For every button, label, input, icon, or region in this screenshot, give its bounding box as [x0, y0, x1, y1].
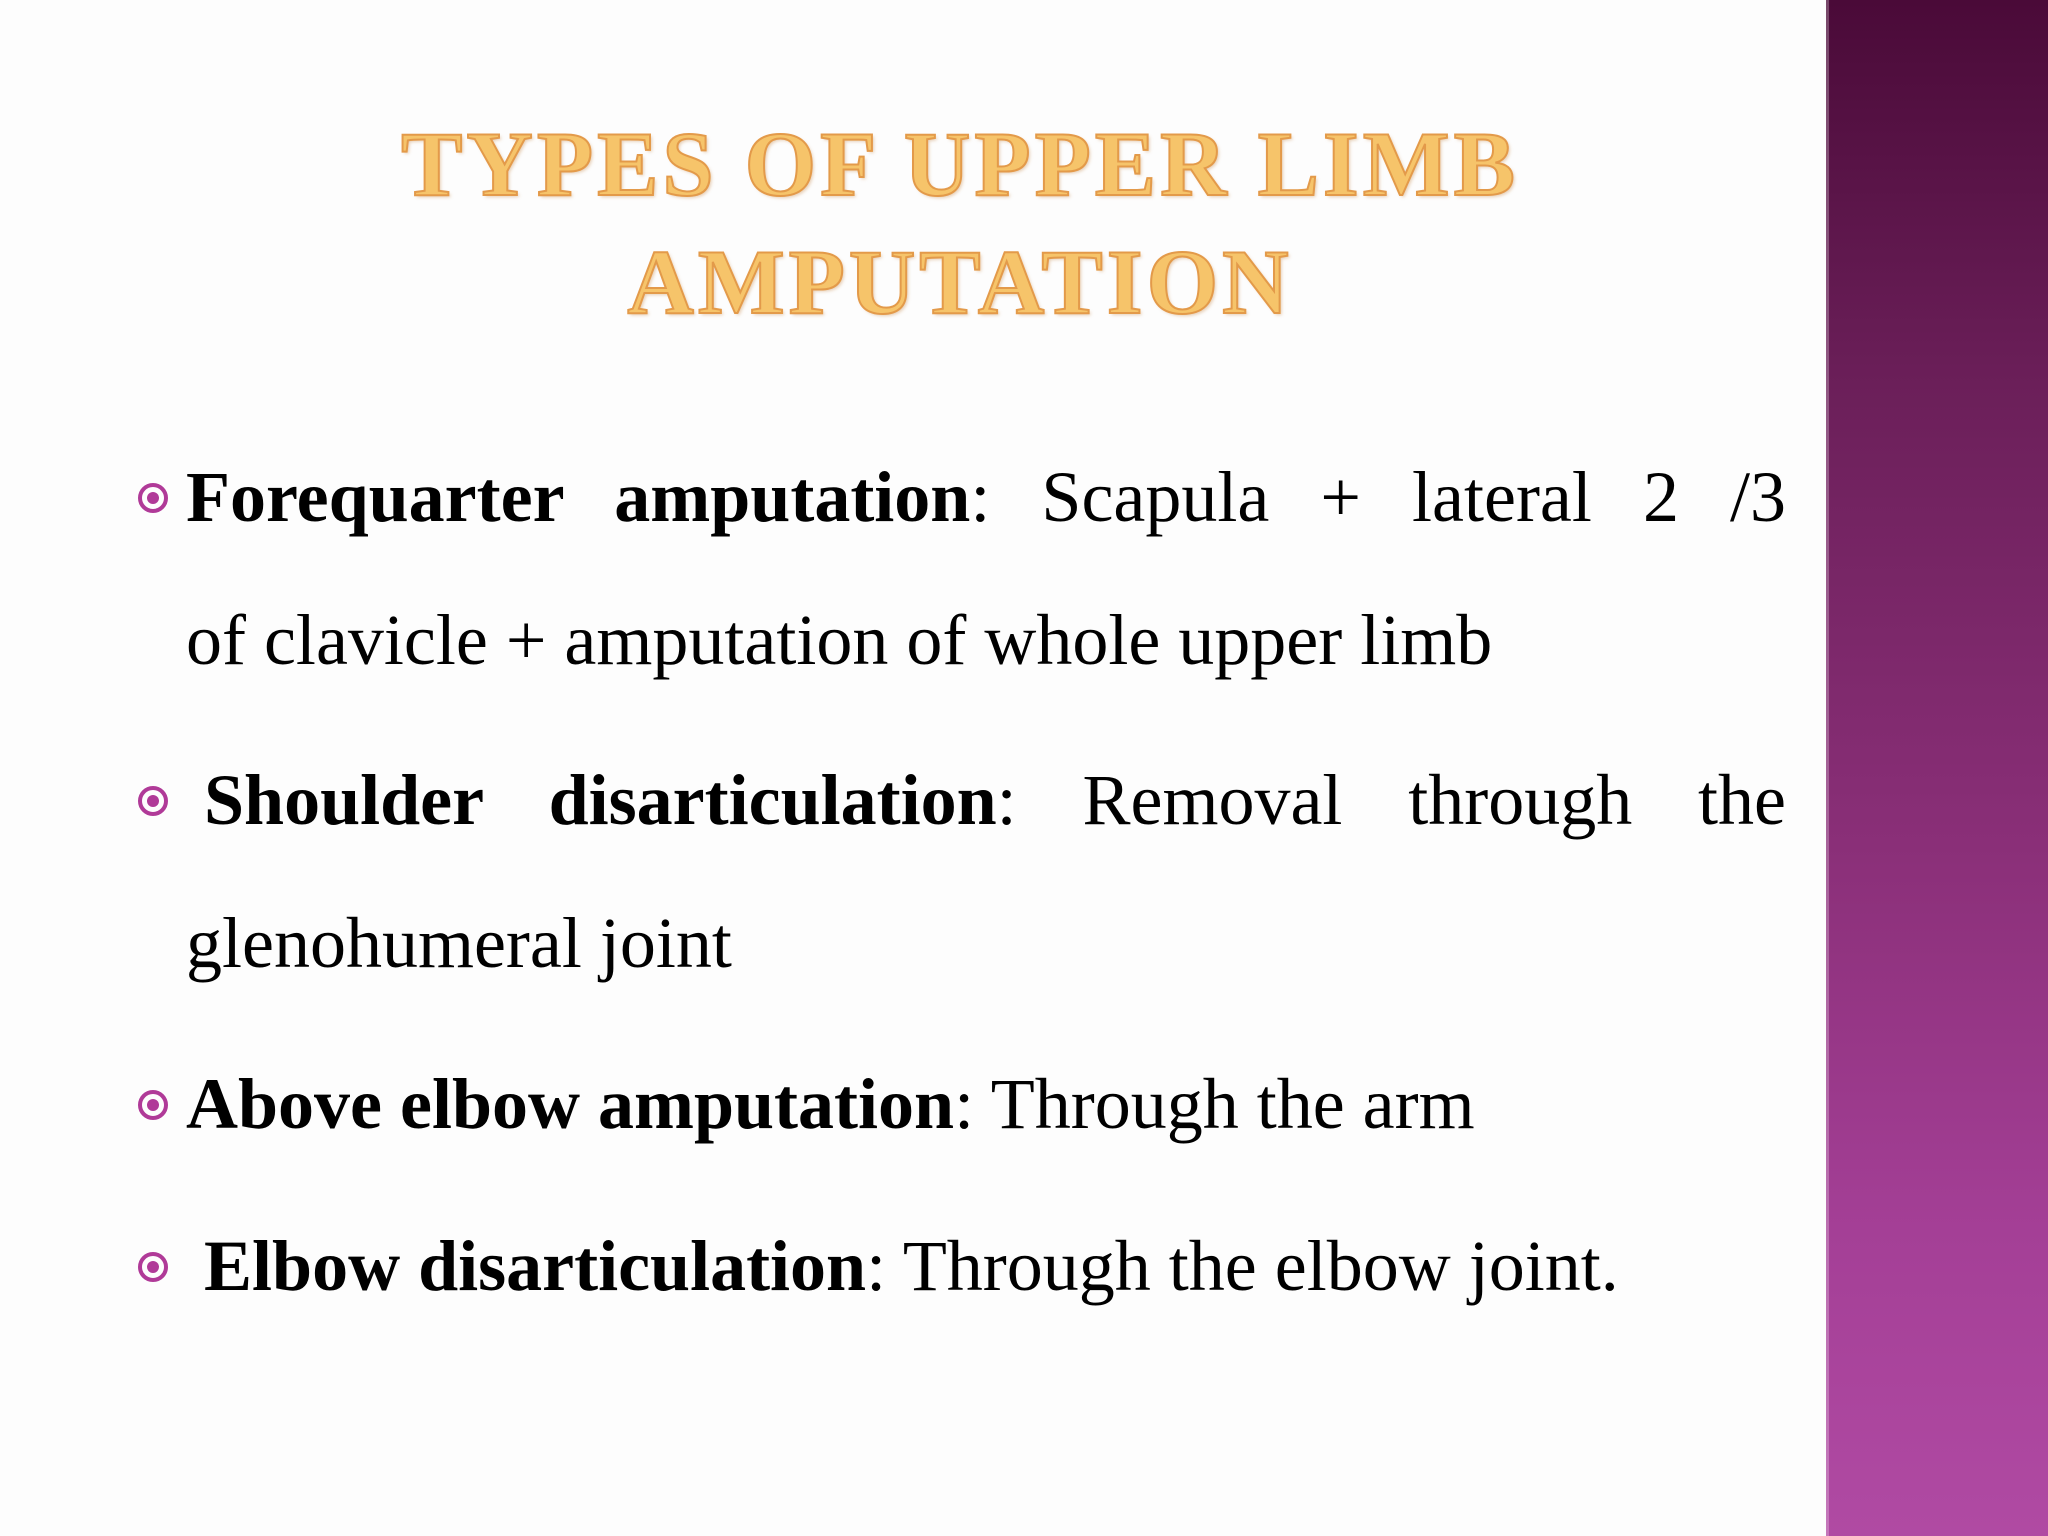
- bullet-2-term: Shoulder disarticulation: [204, 760, 997, 840]
- bullet-1-description: : Scapula + lateral 2 /3: [970, 457, 1786, 537]
- bullet-4-line-1: [204, 1221, 1619, 1311]
- bullet-target-icon: [138, 483, 168, 513]
- bullet-target-icon: [138, 1090, 168, 1120]
- bullet-3-term: Above elbow amputation: [186, 1064, 955, 1144]
- bullet-4-description: : Through the elbow joint.: [866, 1226, 1619, 1306]
- bullet-2-line-1: [204, 755, 1786, 845]
- bullet-target-icon: [138, 1252, 168, 1282]
- bullet-1-term: Forequarter amputation: [186, 457, 971, 537]
- bullet-2-line-2: glenohumeral joint: [186, 903, 732, 983]
- bullet-1-line-1: [186, 452, 1786, 542]
- bullet-target-icon: [138, 786, 168, 816]
- bullet-4-term: Elbow disarticulation: [204, 1226, 867, 1306]
- bullet-1-line-2: of clavicle + amputation of whole upper limb: [186, 600, 1493, 680]
- slide-title-line-2: AMPUTATION: [627, 231, 1293, 333]
- bullet-3-line-1: [186, 1059, 1475, 1149]
- slide-title-line-1: TYPES OF UPPER LIMB: [401, 113, 1519, 215]
- bullet-3-description: : Through the arm: [954, 1064, 1475, 1144]
- bullet-2-description: : Removal through the: [996, 760, 1786, 840]
- decorative-sidebar: [1826, 0, 2048, 1536]
